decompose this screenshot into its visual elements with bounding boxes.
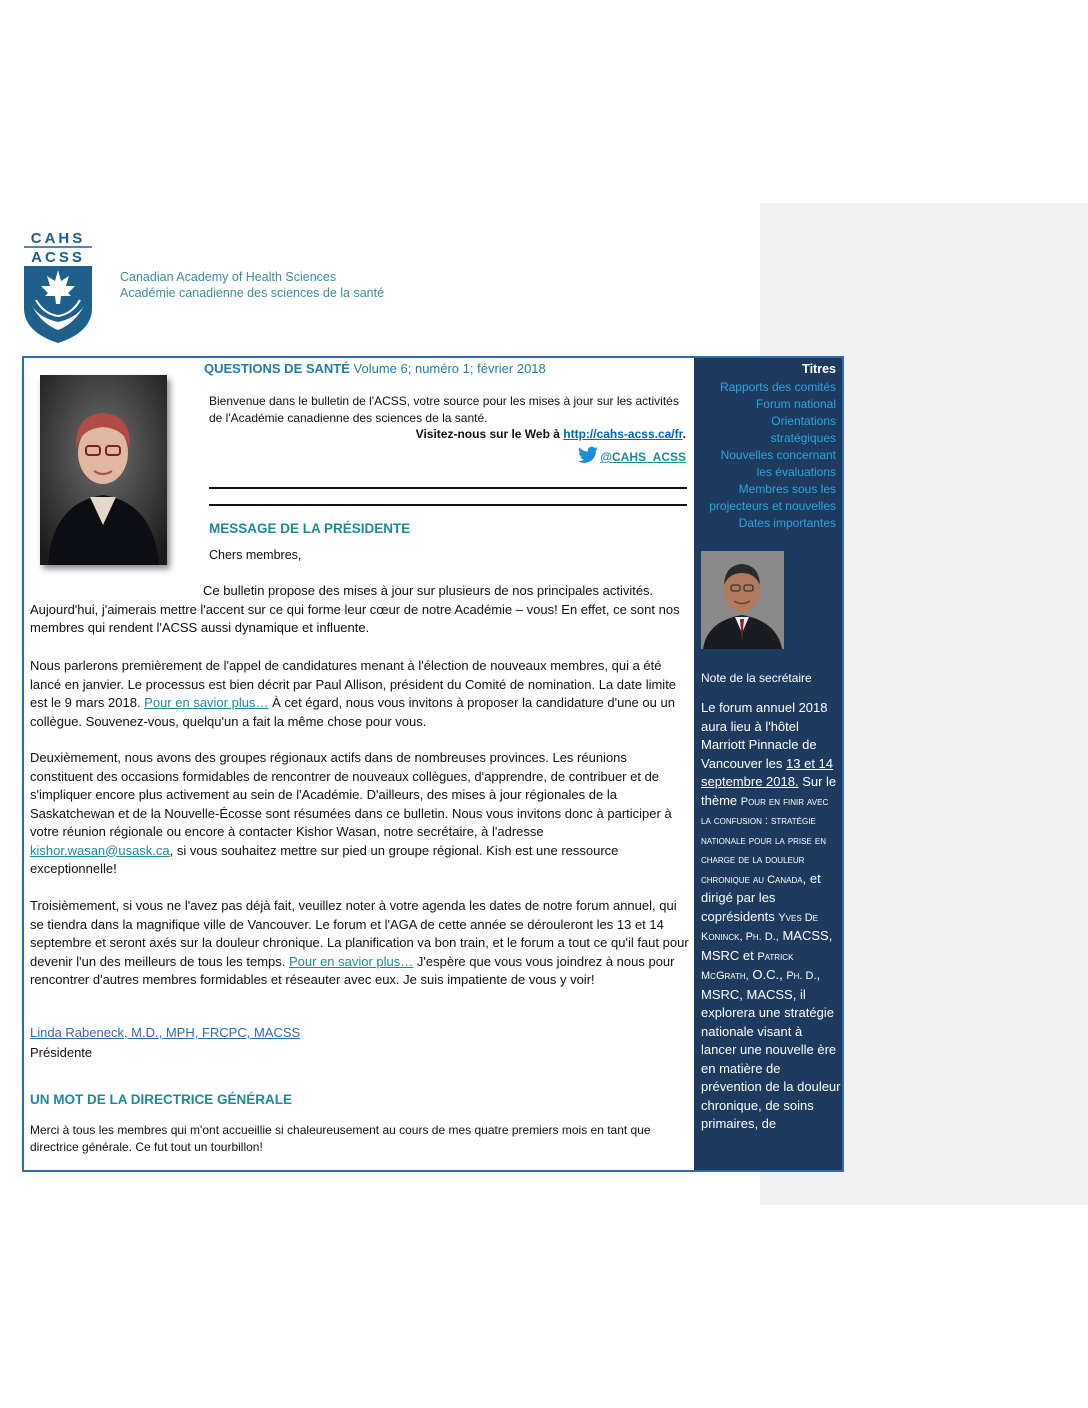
academy-name-fr: Académie canadienne des sciences de la santé — [120, 286, 385, 300]
toc-item-committee-reports[interactable]: Rapports des comités — [719, 380, 836, 394]
visit-website — [416, 427, 686, 441]
forum-cochair-1: Yves De Koninck, Ph. D., — [701, 911, 819, 943]
paragraph-4-text: Troisièmement, si vous ne l'avez pas déjà fait, veuillez noter à votre agenda les dates de notre forum annuel, qui se tiendra dans la magnifique ville de Vancouver. Le forum et l'AGA de cette année se dérouleront les 13 et 14 septembre et seront axés sur la douleur chronique. La planification va bon train, et le forum a tout ce qu'il faut pour devenir l'un des meilleurs de tous les temps. — [30, 898, 689, 969]
forum-cochair-2: Patrick McGrath, — [701, 950, 794, 982]
toc-item-assessment-news-cont[interactable]: les évaluations — [756, 465, 836, 479]
website-link[interactable]: http://cahs-acss.ca/fr — [563, 427, 683, 441]
forum-text-1: Le forum annuel 2018 aura lieu à l'hôtel Marriott Pinnacle de Vancouver les — [701, 700, 828, 771]
read-more-link-forum[interactable]: Pour en savior plus… — [289, 953, 414, 969]
academy-name-en: Canadian Academy of Health Sciences — [120, 270, 337, 284]
issue-title — [204, 361, 546, 376]
visit-label: Visitez-nous sur le Web à — [415, 427, 564, 441]
president-message-heading: MESSAGE DE LA PRÉSIDENTE — [209, 521, 411, 536]
toc-item-member-spotlight-cont[interactable]: projecteurs et nouvelles — [709, 499, 836, 513]
sidebar-title: Titres — [802, 362, 836, 376]
newsletter-name: QUESTIONS DE SANTÉ — [204, 361, 350, 376]
read-more-link-nominations[interactable]: Pour en savior plus… — [144, 695, 269, 710]
twitter-block — [578, 446, 686, 464]
forum-text-6: , MSRC, MACSS, il explorera une stratégie nationale visant à lancer une nouvelle ère en matière de prévention de la douleur chronique, de soins primaires, de — [701, 967, 841, 1131]
forum-announcement — [701, 699, 841, 1134]
twitter-bird-icon — [578, 446, 598, 464]
paragraph-1-text: Ce bulletin propose des mises à jour sur plusieurs de nos principales activités. Aujourd'hui, j'aimerais mettre l'accent sur ce qui forme leur cœur de notre Académie – vous! En effet, ce sont nos membres qui rendent l'ACSS aussi dynamique et influente. — [30, 583, 680, 635]
paragraph-3-text-end: , si vous souhaitez mettre sur pied un groupe régional. Kish est une ressource exceptionnelle! — [30, 842, 619, 876]
toc-item-strategic-orientations[interactable]: Orientations — [771, 414, 836, 428]
toc-item-assessment-news[interactable]: Nouvelles concernant — [720, 448, 836, 462]
divider-bottom — [209, 504, 687, 506]
twitter-handle-link[interactable]: @CAHS_ACSS — [600, 450, 686, 464]
president-photo — [40, 375, 167, 565]
toc-item-strategic-orientations-cont[interactable]: stratégiques — [770, 431, 836, 445]
academy-name — [120, 269, 384, 301]
secretary-note-label: Note de la secrétaire — [701, 671, 812, 685]
secretary-photo — [701, 551, 784, 649]
toc-item-member-spotlight[interactable]: Membres sous les — [738, 482, 836, 496]
forum-text-2: Sur le thème — [701, 774, 837, 808]
forum-text-4: MACSS, MSRC et — [701, 928, 833, 963]
forum-cochair-2-degree: Ph. D. — [786, 970, 817, 982]
paragraph-2-text-end: À cet égard, nous vous invitons à proposer la candidature d'une ou un collègue. Souvenez-vous, quelqu'un a fait la même chose pour vous. — [30, 695, 675, 729]
forum-text-5: O.C., — [748, 967, 787, 982]
toc-item-national-forum[interactable]: Forum national — [755, 397, 836, 411]
paragraph-4 — [30, 897, 690, 990]
president-signature-link[interactable]: Linda Rabeneck, M.D., MPH, FRCPC, MACSS — [30, 1025, 301, 1040]
toc-item-important-dates[interactable]: Dates importantes — [738, 516, 836, 530]
svg-text:ACSS: ACSS — [31, 249, 85, 266]
forum-theme: Pour en finir avec la confusion : stratégie nationale pour la prise en charge de la douleur chronique au Canada — [701, 795, 829, 886]
director-heading: UN MOT DE LA DIRECTRICE GÉNÉRALE — [30, 1092, 293, 1107]
welcome-text: Bienvenue dans le bulletin de l'ACSS, votre source pour les mises à jour sur les activités de l'Académie canadienne des sciences de la santé. — [209, 394, 679, 425]
forum-dates: 13 et 14 septembre 2018. — [701, 755, 834, 789]
sidebar — [694, 358, 842, 1170]
cahs-acss-logo — [22, 226, 94, 344]
greeting: Chers membres, — [209, 548, 302, 562]
visit-suffix: . — [682, 427, 686, 441]
president-role: Présidente — [30, 1045, 93, 1060]
secretary-email-link[interactable]: kishor.wasan@usask.ca — [30, 842, 170, 858]
table-of-contents — [709, 379, 836, 532]
paragraph-4-text-end: J'espère que vous vous joindrez à nous pour rencontrer d'autres membres formidables et réseauter avec eux. Je suis impatiente de vous y voir! — [30, 953, 675, 987]
paragraph-3-text: Deuxièmement, nous avons des groupes régionaux actifs dans de nombreuses provinces. Les réunions constituent des occasions formidables de rencontrer de nouveaux collègues, d'apprendre, de contribuer et de s'impliquer encore plus activement au sein de l'Académie. D'ailleurs, des mises à jour régionales de la Saskatchewan et de la Nouvelle-Écosse sont résumées dans ce bulletin. Nous vous invitons donc à participer à votre réunion régionale ou encore à contacter Kishor Wasan, notre secrétaire, à l'adresse — [30, 750, 672, 839]
divider-top — [209, 487, 687, 489]
paragraph-1 — [30, 582, 690, 638]
paragraph-2-text: Nous parlerons premièrement de l'appel de candidatures menant à l'élection de nouveaux membres, qui a été lancé en janvier. Le processus est bien décrit par Paul Allison, président du Comité de nomination. La date limite est le 9 mars 2018. — [30, 658, 677, 710]
paragraph-2 — [30, 657, 690, 731]
issue-volume: Volume 6; numéro 1; février 2018 — [349, 361, 546, 376]
forum-text-3: , et dirigé par les coprésidents — [701, 870, 821, 924]
paragraph-3 — [30, 749, 690, 879]
director-text: Merci à tous les membres qui m'ont accueillie si chaleureusement au cours de mes quatre premiers mois en tant que directrice générale. Ce fut tout un tourbillon! — [30, 1123, 651, 1154]
svg-text:CAHS: CAHS — [30, 230, 86, 247]
